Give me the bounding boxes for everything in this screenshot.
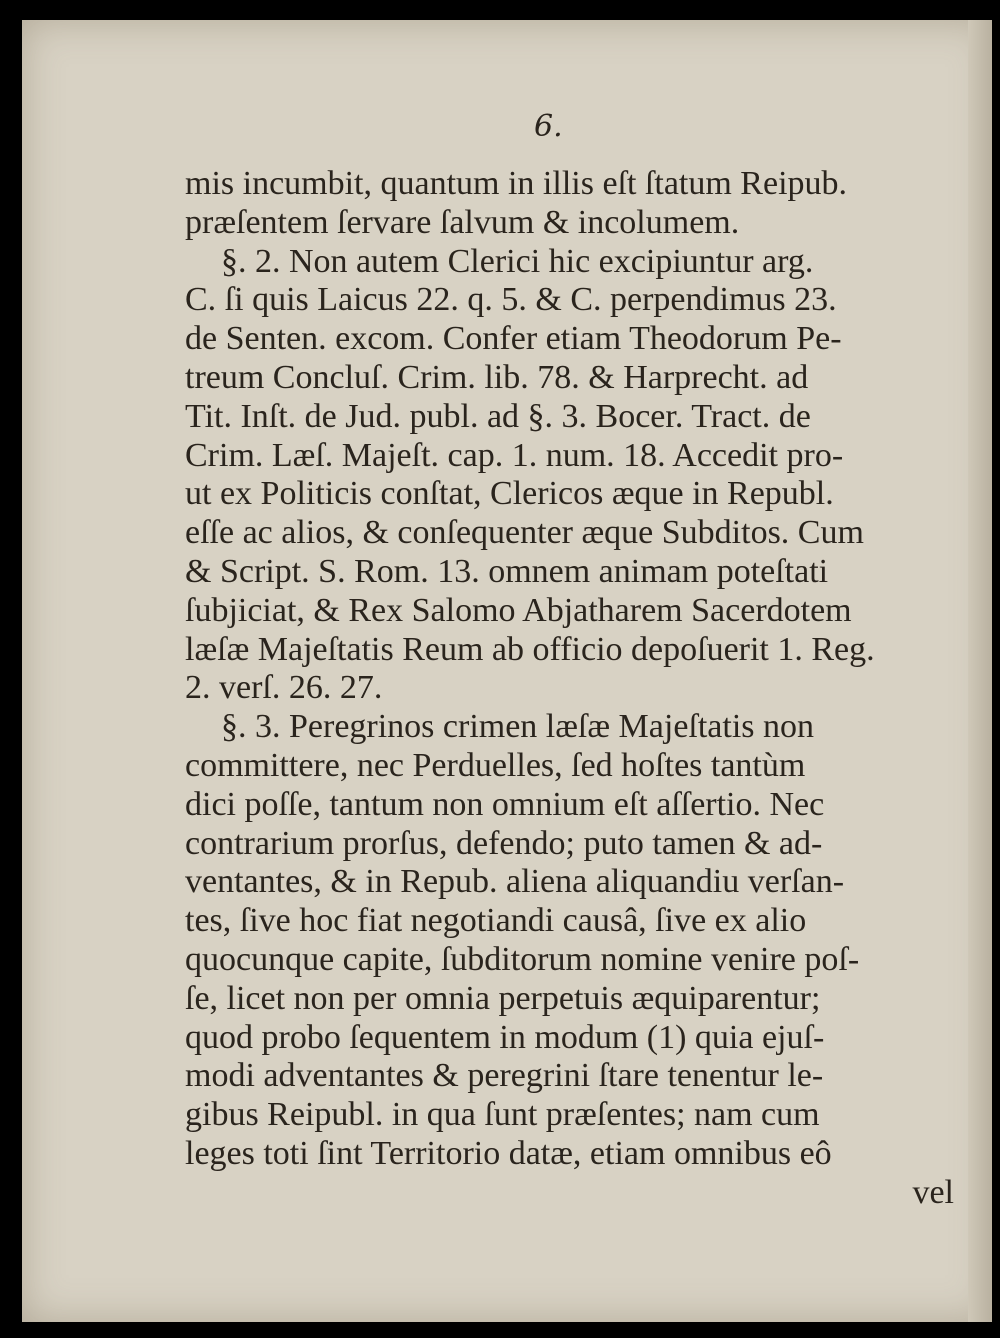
- text-line: C. ſi quis Laicus 22. q. 5. & C. perpendimus 23.: [185, 281, 837, 319]
- text-line: læſæ Majeſtatis Reum ab officio depoſuerit 1. Reg.: [185, 630, 875, 668]
- text-line: gibus Reipubl. in qua ſunt præſentes; nam cum: [185, 1096, 820, 1134]
- paragraph-start-line: §. 2. Non autem Clerici hic excipiuntur arg.: [221, 242, 814, 280]
- page-number: 6.: [534, 109, 563, 144]
- text-line: tes, ſive hoc fiat negotiandi causâ, ſive ex alio: [185, 902, 807, 940]
- text-line: contrarium prorſus, defendo; puto tamen & ad-: [185, 824, 823, 862]
- text-line: ut ex Politicis conſtat, Clericos æque in Republ.: [185, 475, 834, 513]
- text-line: modi adventantes & peregrini ſtare tenentur le-: [185, 1057, 824, 1095]
- text-line: mis incumbit, quantum in illis eſt ſtatum Reipub.: [185, 165, 848, 202]
- text-line: & Script. S. Rom. 13. omnem animam poteſtati: [185, 552, 829, 590]
- text-line: ſe, licet non per omnia perpetuis æquiparentur;: [185, 979, 821, 1017]
- text-line: præſentem ſervare ſalvum & incolumem.: [185, 203, 740, 241]
- text-line: committere, nec Perduelles, ſed hoſtes tantùm: [185, 746, 806, 784]
- text-line: Tit. Inſt. de Jud. publ. ad §. 3. Bocer. Tract. de: [185, 397, 811, 435]
- text-line: ventantes, & in Repub. aliena aliquandiu verſan-: [185, 863, 845, 901]
- text-line: quocunque capite, ſubditorum nomine venire poſ-: [185, 940, 860, 978]
- book-page: [22, 20, 992, 1322]
- catchword: vel: [912, 1173, 954, 1211]
- text-line: ſubjiciat, & Rex Salomo Abjatharem Sacerdotem: [185, 591, 852, 629]
- paragraph-start-line: §. 3. Peregrinos crimen læſæ Majeſtatis non: [221, 708, 815, 746]
- text-line: leges toti ſint Territorio datæ, etiam omnibus eô: [185, 1134, 832, 1172]
- text-line: treum Concluſ. Crim. lib. 78. & Harprecht. ad: [185, 358, 809, 396]
- page-edge: [968, 20, 992, 1322]
- text-line: Crim. Læſ. Majeſt. cap. 1. num. 18. Accedit pro-: [185, 436, 844, 474]
- text-line: quod probo ſequentem in modum (1) quia ejuſ-: [185, 1018, 825, 1056]
- text-line: 2. verſ. 26. 27.: [185, 669, 383, 707]
- text-line: de Senten. excom. Confer etiam Theodorum Pe-: [185, 320, 842, 358]
- text-lines: [185, 165, 960, 1213]
- text-line: dici poſſe, tantum non omnium eſt aſſertio. Nec: [185, 785, 825, 823]
- text-line: eſſe ac alios, & conſequenter æque Subditos. Cum: [185, 514, 864, 552]
